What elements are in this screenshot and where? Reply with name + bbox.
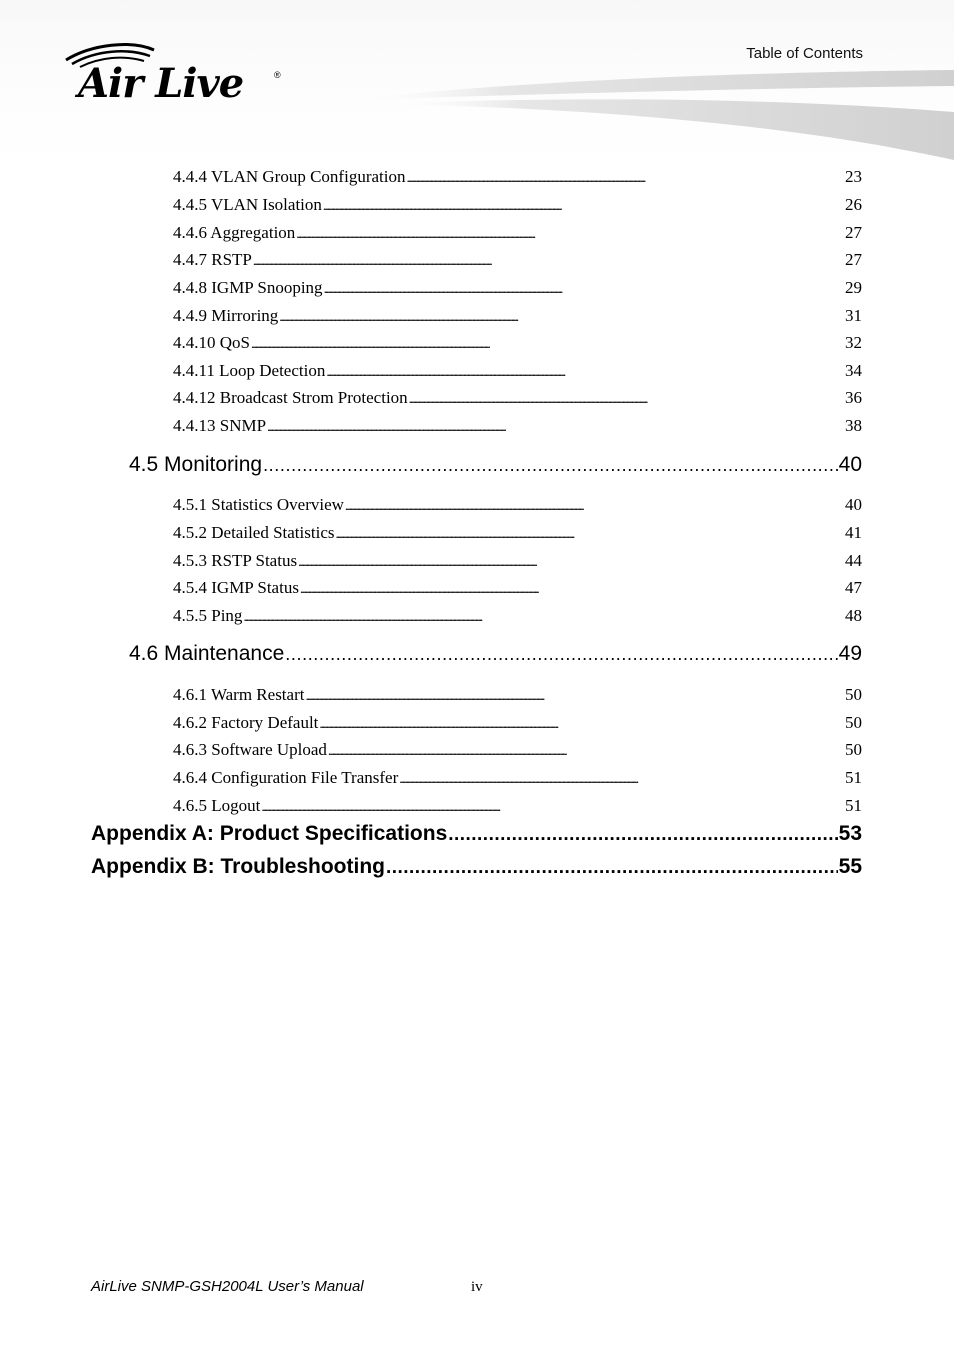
toc-entry[interactable] [173,578,862,602]
toc-entry-page: 49 [838,642,862,665]
toc-entry-page: 51 [845,796,862,815]
dot-leader [399,768,844,788]
dot-leader [335,523,844,543]
dot-leader [328,740,844,760]
toc-entry-label: 4.6.5 Logout [173,796,261,815]
toc-entry[interactable] [173,685,862,709]
dot-leader [409,388,844,408]
toc-entry-page: 41 [845,523,862,542]
toc-entry-label: 4.5.5 Ping [173,606,243,625]
dot-leader [263,453,838,477]
toc-entry-page: 44 [845,551,862,570]
toc-entry-label: Appendix A: Product Specifications [91,822,448,845]
toc-entry-page: 31 [845,306,862,325]
toc-entry[interactable] [173,495,862,519]
registered-mark: ® [274,70,281,80]
toc-entry-label: 4.4.7 RSTP [173,250,252,269]
toc-entry[interactable] [173,523,862,547]
toc-entry[interactable] [173,551,862,575]
toc-entry-label: 4.6.3 Software Upload [173,740,327,759]
dot-leader [261,796,844,816]
toc-appendix-entry[interactable] [91,855,862,883]
dot-leader [267,416,844,436]
toc-entry-label: 4.4.5 VLAN Isolation [173,195,322,214]
toc-entry-label: 4.4.10 QoS [173,333,250,352]
dot-leader [285,642,837,666]
toc-entry-page: 50 [845,685,862,704]
toc-entry-label: 4.5.3 RSTP Status [173,551,298,570]
airlive-logo [62,40,292,112]
toc-entry[interactable] [173,388,862,412]
toc-entry-page: 32 [845,333,862,352]
toc-entry-page: 50 [845,713,862,732]
dot-leader [279,306,844,326]
toc-entry[interactable] [173,740,862,764]
toc-entry-page: 53 [838,822,862,845]
toc-entry-label: 4.6.2 Factory Default [173,713,319,732]
dot-leader [319,713,844,733]
toc-section-entry[interactable] [129,642,862,670]
toc-entry[interactable] [173,333,862,357]
toc-entry-page: 40 [838,453,862,476]
dot-leader [305,685,844,705]
toc-entry-label: 4.5.1 Statistics Overview [173,495,344,514]
toc-entry-label: 4.5.4 IGMP Status [173,578,299,597]
toc-entry[interactable] [173,167,862,191]
dot-leader [298,551,844,571]
toc-entry-page: 27 [845,223,862,242]
footer-manual-title: AirLive SNMP-GSH2004L User’s Manual [91,1278,364,1295]
toc-entry-page: 27 [845,250,862,269]
toc-entry-label: 4.4.9 Mirroring [173,306,279,325]
toc-entry-page: 38 [845,416,862,435]
toc-entry-page: 50 [845,740,862,759]
toc-entry[interactable] [173,713,862,737]
dot-leader [296,223,844,243]
dot-leader [300,578,844,598]
toc-entry-label: 4.4.4 VLAN Group Configuration [173,167,406,186]
toc-entry-label: 4.5.2 Detailed Statistics [173,523,335,542]
toc-entry-page: 55 [838,855,862,878]
logo-wordmark: Air Live [78,60,244,107]
toc-entry-label: 4.4.8 IGMP Snooping [173,278,323,297]
toc-appendix-entry[interactable] [91,822,862,850]
toc-entry[interactable] [173,195,862,219]
toc-entry-page: 26 [845,195,862,214]
toc-entry-label: 4.4.13 SNMP [173,416,267,435]
toc-section-entry[interactable] [129,453,862,481]
toc-entry[interactable] [173,278,862,302]
dot-leader [448,822,837,846]
dot-leader [243,606,844,626]
toc-entry-label: 4.4.6 Aggregation [173,223,296,242]
dot-leader [253,250,844,270]
toc-entry-page: 48 [845,606,862,625]
toc-entry-page: 36 [845,388,862,407]
toc-entry-page: 34 [845,361,862,380]
dot-leader [251,333,844,353]
toc-entry-page: 40 [845,495,862,514]
dot-leader [386,855,838,879]
toc-entry[interactable] [173,306,862,330]
toc-entry-page: 51 [845,768,862,787]
dot-leader [326,361,844,381]
dot-leader [324,278,844,298]
toc-entry[interactable] [173,416,862,440]
toc-entry-label: 4.6 Maintenance [129,642,285,665]
toc-entry[interactable] [173,361,862,385]
dot-leader [323,195,844,215]
toc-entry-label: 4.4.11 Loop Detection [173,361,326,380]
toc-entry-label: Appendix B: Troubleshooting [91,855,385,878]
toc-entry-label: 4.5 Monitoring [129,453,263,476]
toc-entry-page: 23 [845,167,862,186]
toc-entry[interactable] [173,223,862,247]
toc-entry[interactable] [173,768,862,792]
toc-entry-label: 4.6.4 Configuration File Transfer [173,768,399,787]
toc-entry[interactable] [173,796,862,820]
toc-entry[interactable] [173,606,862,630]
toc-entry-page: 47 [845,578,862,597]
footer-page-number: iv [471,1279,483,1295]
header-section-title: Table of Contents [746,45,863,62]
dot-leader [406,167,844,187]
toc-entry-label: 4.4.12 Broadcast Strom Protection [173,388,408,407]
toc-entry-page: 29 [845,278,862,297]
toc-entry-label: 4.6.1 Warm Restart [173,685,305,704]
toc-entry[interactable] [173,250,862,274]
dot-leader [345,495,844,515]
